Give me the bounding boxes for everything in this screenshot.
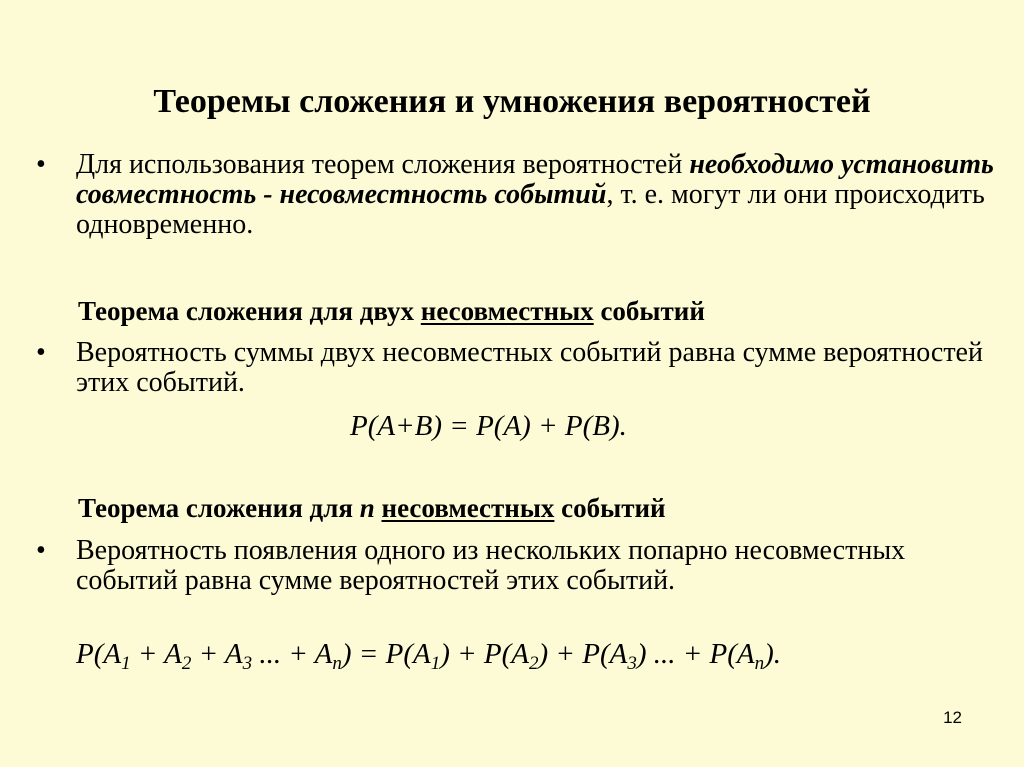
page-number: 12 <box>943 708 962 727</box>
intro-paragraph <box>76 150 994 240</box>
bullet-icon: • <box>36 535 46 566</box>
theorem-n-heading <box>78 492 666 524</box>
heading-text: Теорема сложения для двух <box>78 296 415 326</box>
heading-text: событий <box>600 296 705 326</box>
intro-text-end: , т. е. могут ли они происходить одновременно. <box>76 179 985 240</box>
heading-underlined-text: несовместных <box>381 493 555 523</box>
heading-variable: n <box>359 493 375 523</box>
theorem-n-formula: $P(A_1 + A_2 + A_3$ ... + $A_n) = P(A_1) + P(A_2) + P(A_3)$ ... + $P(A_n)$. <box>76 638 782 674</box>
bullet-icon: • <box>36 337 46 368</box>
heading-underlined-text: несовместных <box>420 296 594 326</box>
heading-text: Теорема сложения для <box>78 493 353 523</box>
intro-emphasis: необходимо установить совместность - несовместность событий <box>76 149 994 210</box>
bullet-icon: • <box>36 149 46 180</box>
slide-title: Теоремы сложения и умножения вероятностей <box>153 83 871 120</box>
heading-text: событий <box>561 493 666 523</box>
intro-text: Для использования теорем сложения вероятностей <box>76 149 683 180</box>
theorem-two-formula: P(A+B) = P(A) + P(B). <box>350 410 627 442</box>
theorem-two-statement: Вероятность суммы двух несовместных событий равна сумме вероятностей этих событий. <box>76 337 983 398</box>
theorem-n-statement: Вероятность появления одного из нескольких попарно несовместных событий равна сумме вероятностей этих событий. <box>76 535 906 596</box>
theorem-two-heading <box>78 295 705 327</box>
